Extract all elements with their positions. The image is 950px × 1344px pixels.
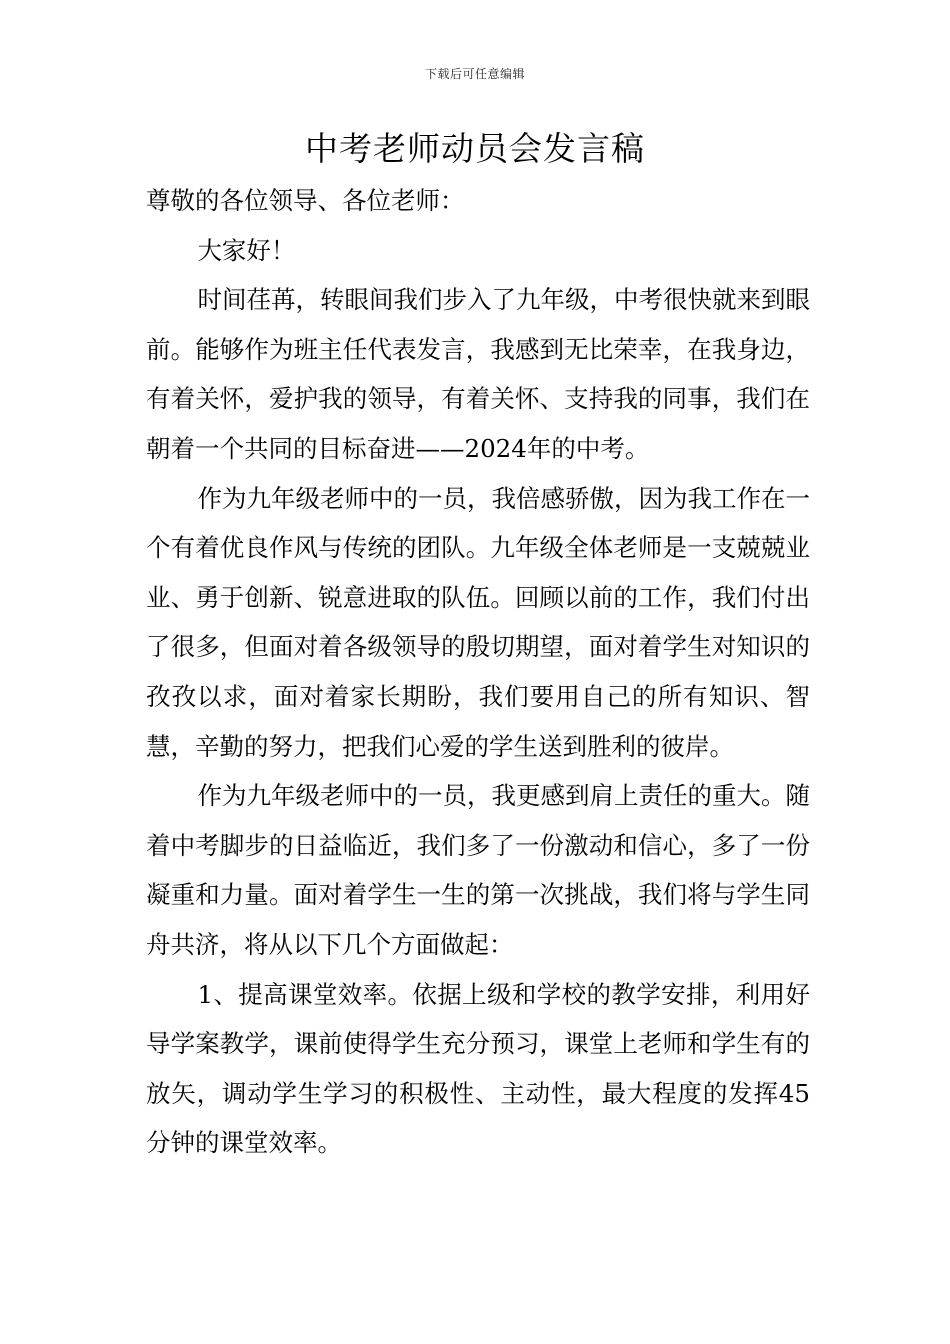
paragraph-2: 作为九年级老师中的一员，我倍感骄傲，因为我工作在一个有着优良作风与传统的团队。九年级全体老师是一支兢兢业业、勇于创新、锐意进取的队伍。回顾以前的工作，我们付出了很多，但面对着各级领导的殷切期望，面对着学生对知识的孜孜以求，面对着家长期盼，我们要用自己的所有知识、智慧，辛勤的努力，把我们心爱的学生送到胜利的彼岸。: [146, 483, 810, 761]
page-title: 中考老师动员会发言稿: [305, 129, 645, 168]
header-note: 下载后可任意编辑: [424, 67, 525, 81]
document-body: [146, 176, 810, 1168]
salutation: 尊敬的各位领导、各位老师：: [146, 186, 465, 215]
paragraph-4: 1、提高课堂效率。依据上级和学校的教学安排，利用好导学案教学，课前使得学生充分预习，课堂上老师和学生有的放矢，调动学生学习的积极性、主动性，最大程度的发挥45分钟的课堂效率。: [146, 979, 810, 1158]
paragraph-1: 时间荏苒，转眼间我们步入了九年级，中考很快就来到眼前。能够作为班主任代表发言，我感到无比荣幸，在我身边，有着关怀，爱护我的领导，有着关怀、支持我的同事，我们在朝着一个共同的目标奋进——2024年的中考。: [146, 285, 810, 463]
paragraph-greeting: 大家好！: [197, 235, 296, 265]
paragraph-3: 作为九年级老师中的一员，我更感到肩上责任的重大。随着中考脚步的日益临近，我们多了一份激动和信心，多了一份凝重和力量。面对着学生一生的第一次挑战，我们将与学生同舟共济，将从以下几个方面做起：: [146, 781, 810, 959]
